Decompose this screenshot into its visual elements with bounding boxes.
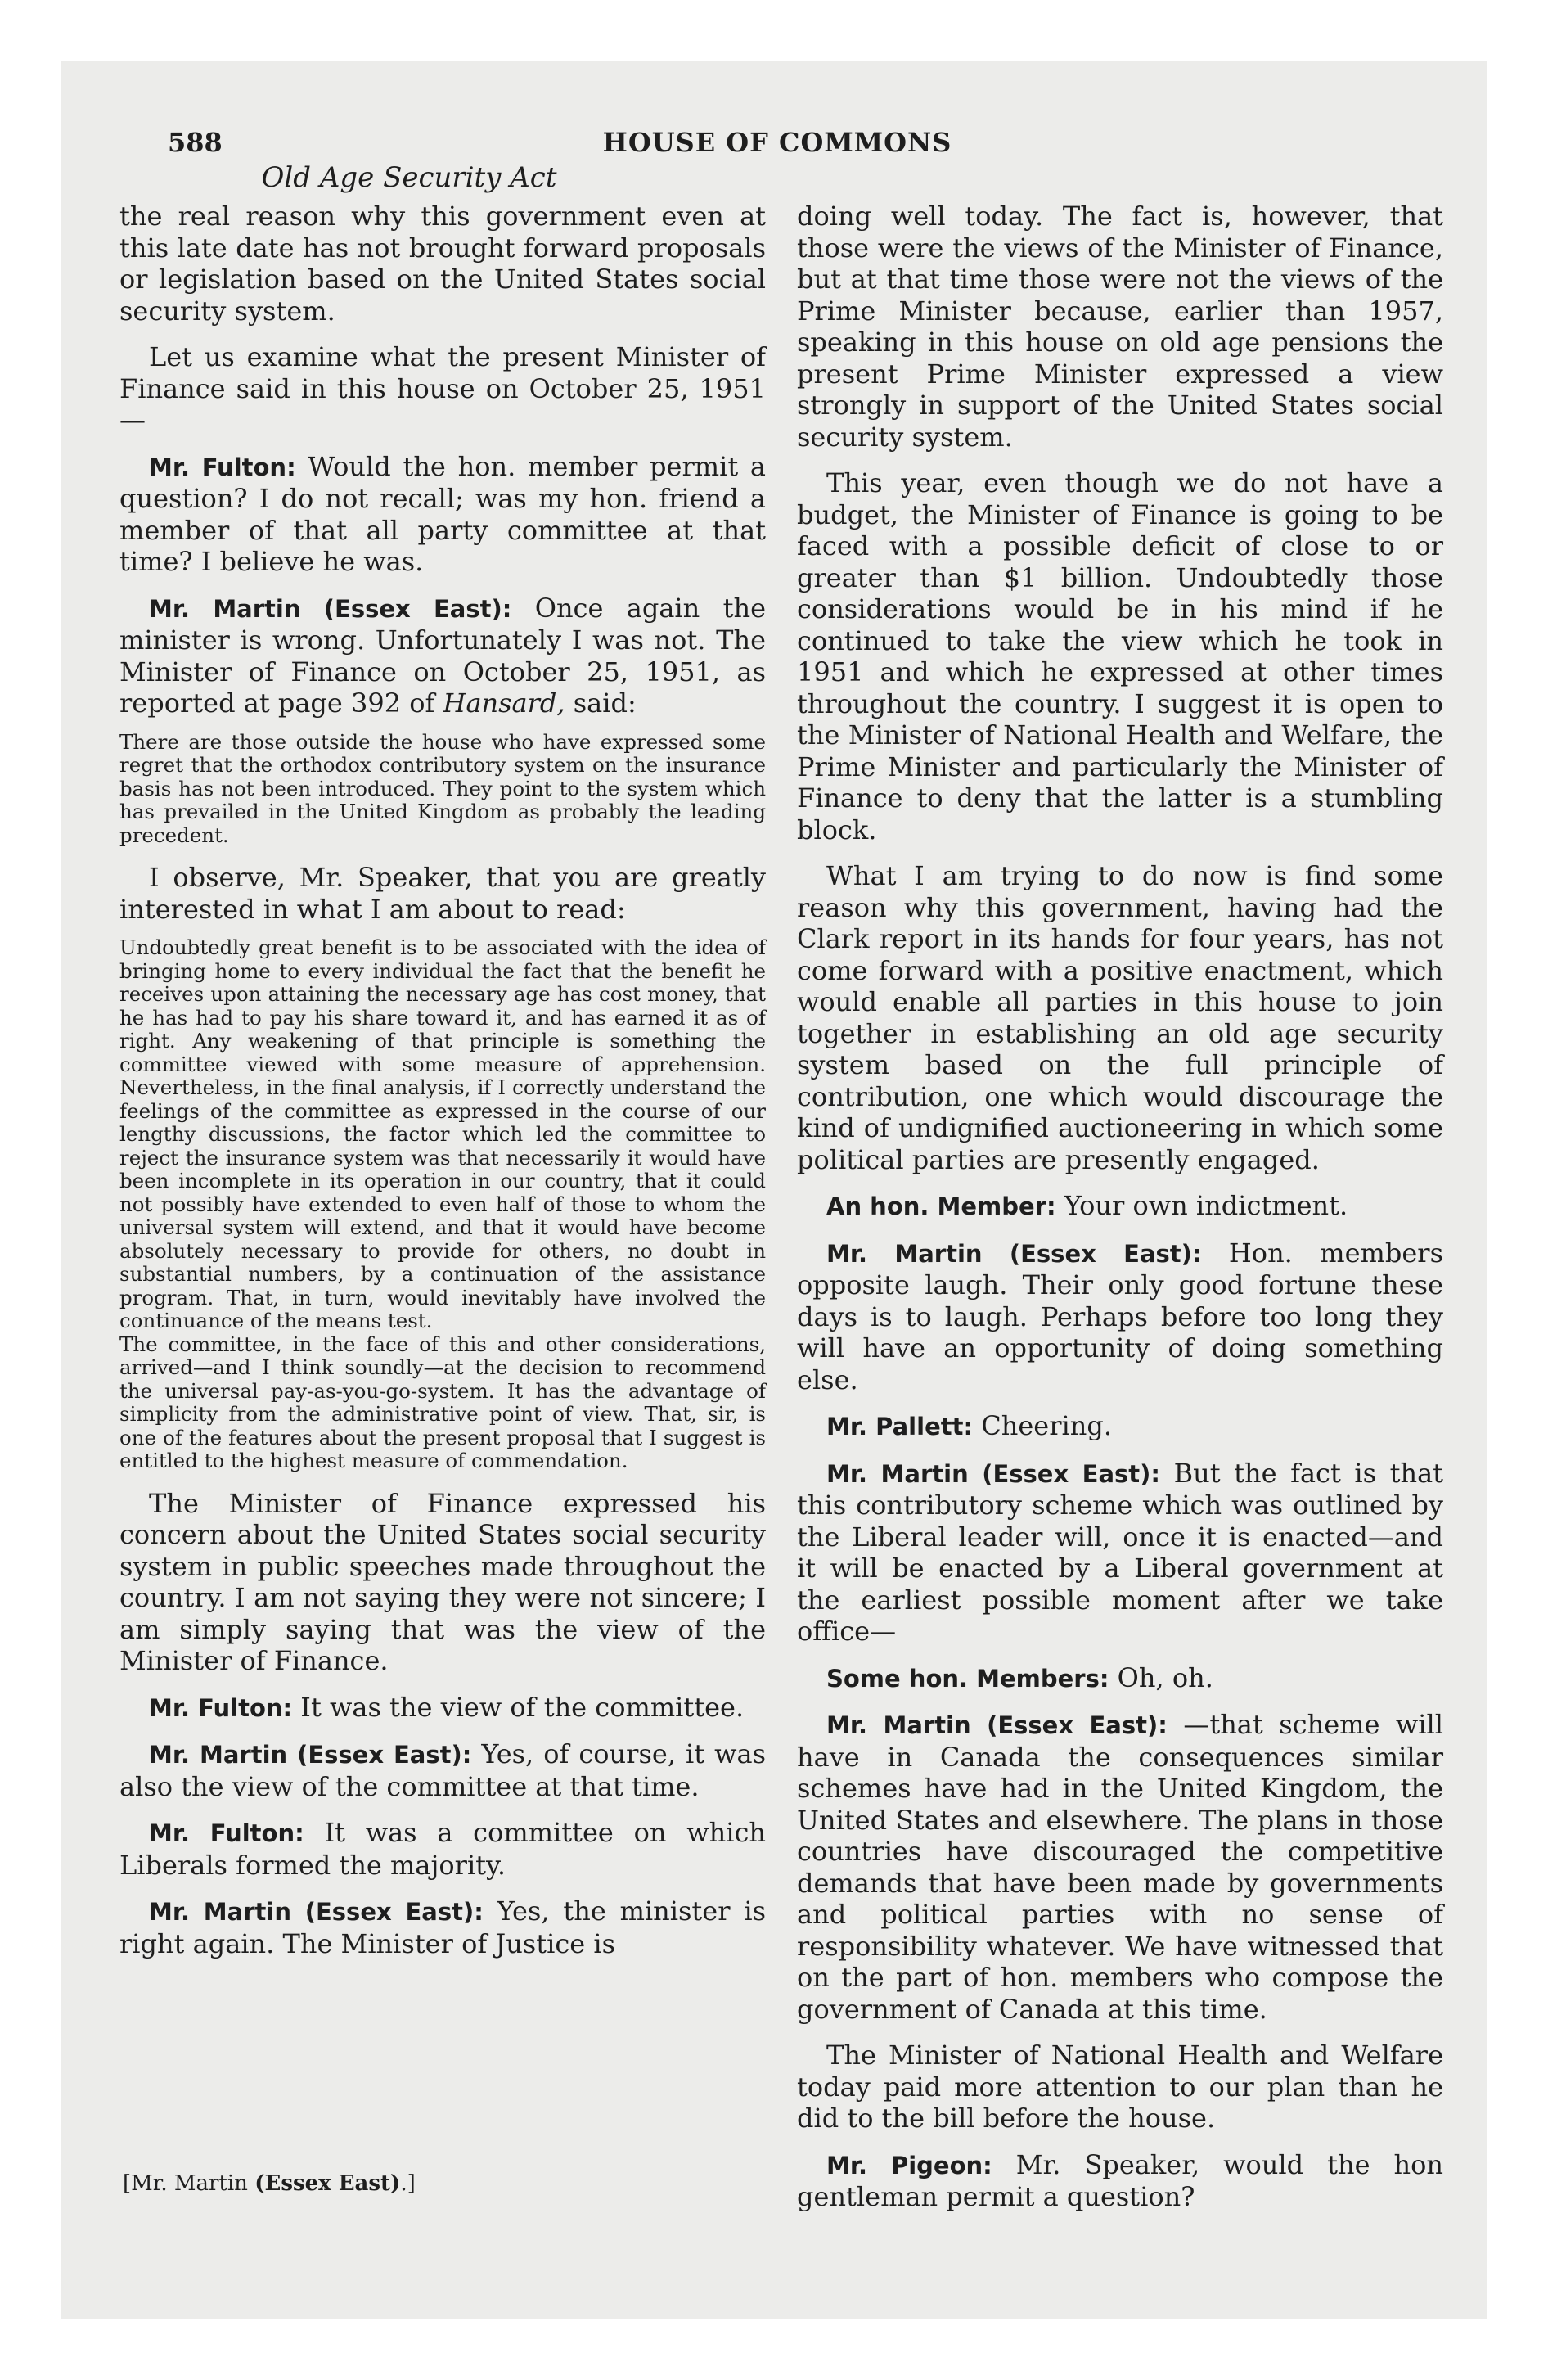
speech [797,1709,1443,2025]
footer-riding: (Essex East) [254,2171,401,2196]
running-subtitle: Old Age Security Act [261,161,557,194]
speaker-name: Mr. Martin (Essex East): [149,1898,484,1926]
block-quote [119,936,766,1473]
speaker-name: Mr. Pigeon: [826,2151,992,2179]
quote-paragraph: The committee, in the face of this and other considerations, arrived—and I think soundly—at the decision to recommend the universal pay-as-you-go-system. It has the advantage of simplicity from the administrative point of view. That, sir, is one of the features about the present proposal that I suggest is entitled to the highest measure of commendation. [119,1332,766,1472]
speech-text: Once again the minister is wrong. Unfortunately I was not. The Minister of Finance on October 25, 1951, as reported at page 392 of [119,592,766,719]
speech-text: Yes, of course, it was also the view of the committee at that time. [119,1738,766,1802]
speaker-name: Mr. Fulton: [149,1693,293,1722]
speaker-name: An hon. Member: [826,1192,1056,1220]
page-number: 588 [168,127,223,158]
speech-text: Yes, the minister is right again. The Minister of Justice is [119,1895,767,1959]
speaker-name: Mr. Martin (Essex East): [826,1239,1202,1268]
journal-title: HOUSE OF COMMONS [602,127,952,158]
right-column [797,201,1443,2228]
speech [797,1662,1443,1695]
speech [119,451,766,578]
paragraph: Let us examine what the present Minister of Finance said in this house on October 25, 1951— [119,341,766,435]
speech [797,1237,1443,1396]
speech-text: Cheering. [973,1410,1112,1441]
paragraph: This year, even though we do not have a budget, the Minister of Finance is going to be faced with a possible deficit of close to or greater than $1 billion. Undoubtedly those considerations would be in his mind if he continued to take the view which he took in 1951 and which he expressed at other times throughout the country. I suggest it is open to the Minister of National Health and Welfare, the Prime Minister and particularly the Minister of Finance to deny that the latter is a stumbling block. [797,467,1443,845]
left-column [119,201,766,1974]
hansard-title: Hansard, [443,687,565,719]
speech [119,593,766,719]
speech-text: Hon. members opposite laugh. Their only good fortune these days is to laugh. Perhaps before too long they will have an opportunity of doing something else. [797,1237,1444,1395]
paragraph: doing well today. The fact is, however, that those were the views of the Minister of Finance, but at that time those were not the views of the Prime Minister because, earlier than 1957, speaking in this house on old age pensions the present Prime Minister expressed a view strongly in support of the United States social security system. [797,201,1443,453]
speech [797,1458,1443,1648]
speaker-name: Mr. Pallett: [826,1413,974,1440]
paragraph: The Minister of National Health and Welfare today paid more attention to our plan than he did to the bill before the house. [797,2040,1443,2134]
speech-text: Oh, oh. [1109,1661,1213,1693]
speech [797,2149,1443,2213]
footer-open: [Mr. Martin [123,2171,255,2196]
paragraph: The Minister of Finance expressed his concern about the United States social security system in public speeches made throughout the country. I am not saying they were not sincere; I am simply saying that was the view of the Minister of Finance. [119,1487,766,1676]
speaker-name: Mr. Martin (Essex East): [149,594,512,623]
speech [119,1738,766,1802]
speech [797,1190,1443,1223]
speaker-name: Mr. Martin (Essex East): [826,1459,1161,1488]
speech-text: —that scheme will have in Canada the consequences similar schemes have had in the United Kingdom, the United States and elsewhere. The plans in those countries have discouraged the competitive demands that have been made by governments and political parties with no sense of responsibility whatever. We have witnessed that on the part of hon. members who compose the government of Canada at this time. [797,1709,1444,2025]
speech-text: But the fact is that this contributory scheme which was outlined by the Liberal leader will, once it is enacted—and it will be enacted by a Liberal government at the earliest possible moment after we take office— [797,1457,1444,1647]
speech-text: Your own indictment. [1055,1190,1348,1221]
speech-text: said: [565,687,637,719]
speech [119,1895,766,1959]
speaker-name: Mr. Martin (Essex East): [149,1741,472,1769]
speech-text: Would the hon. member permit a question? I do not recall; was my hon. friend a member of that all party committee at that time? I believe he was. [119,450,767,577]
speech [119,1817,766,1881]
speaker-name: Some hon. Members: [826,1664,1109,1693]
speech [119,1692,766,1724]
speech-text: Mr. Speaker, would the hon gentleman permit a question? [797,2148,1443,2212]
speaker-name: Mr. Martin (Essex East): [826,1711,1168,1739]
speaker-name: Mr. Fulton: [149,453,296,481]
speech [797,1410,1443,1443]
paragraph: What I am trying to do now is find some reason why this government, having had the Clark report in its hands for four years, has not come forward with a positive enactment, which would enable all parties in this house to join together in establishing an old age security system based on the full principle of contribution, one which would discourage the kind of undignified auctioneering in which some political parties are presently engaged. [797,860,1443,1175]
page-scan [61,61,1487,2319]
footer-catchword [123,2171,416,2196]
speech-text: It was a committee on which Liberals formed the majority. [119,1817,767,1881]
speech-text: It was the view of the committee. [292,1691,745,1723]
paragraph: I observe, Mr. Speaker, that you are greatly interested in what I am about to read: [119,862,766,925]
quote-paragraph: Undoubtedly great benefit is to be associated with the idea of bringing home to every individual the fact that the benefit he receives upon attaining the necessary age has cost money, that he has had to pay his share toward it, and has earned it as of right. Any weakening of that principle is something the committee viewed with some measure of apprehension. Nevertheless, in the final analysis, if I correctly understand the feelings of the committee as expressed in the course of our lengthy discussions, the factor which led the committee to reject the insurance system was that necessarily it would have been incomplete in its operation in our country, that it could not possibly have extended to even half of those to whom the universal system will extend, and that it would have become absolutely necessary to provide for others, no doubt in substantial numbers, by a continuation of the assistance program. That, in turn, would inevitably have involved the continuance of the means test. [119,935,766,1332]
quote-paragraph: There are those outside the house who have expressed some regret that the orthodox contributory system on the insurance basis has not been introduced. They point to the system which has prevailed in the United Kingdom as probably the leading precedent. [119,729,766,847]
footer-close: .] [400,2171,416,2196]
paragraph: the real reason why this government even at this late date has not brought forward proposals or legislation based on the United States social security system. [119,201,766,327]
speaker-name: Mr. Fulton: [149,1819,304,1847]
block-quote [119,731,766,848]
